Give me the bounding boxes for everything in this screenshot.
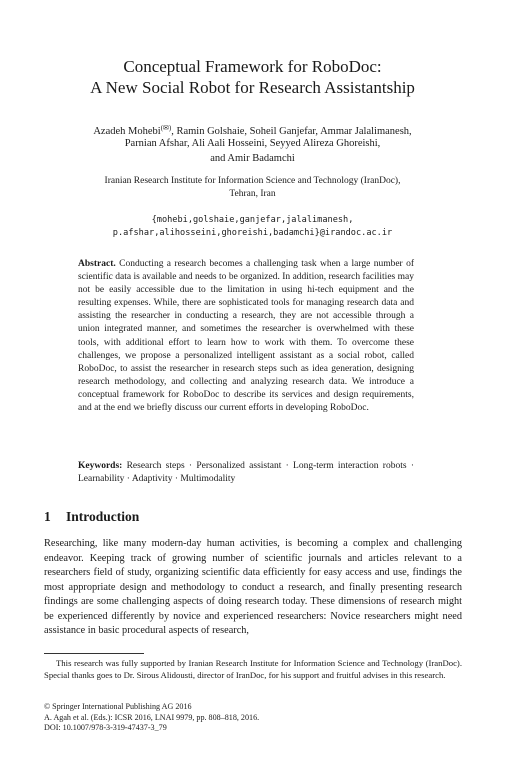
corresponding-author: Azadeh Mohebi <box>93 126 161 137</box>
footnote-divider <box>44 653 144 654</box>
author-list-line-3: and Amir Badamchi <box>210 153 295 164</box>
paper-title-line-2: A New Social Robot for Research Assistantship <box>90 78 415 97</box>
copyright-block <box>44 702 462 734</box>
abstract-label: Abstract. <box>78 259 116 269</box>
abstract-text: Conducting a research becomes a challenging task when a large number of scientific data is available and needs to be organized. In addition, research facilities may not be easily accessible due to the limitation in using hi-tech equipment and the resulting expenses. While, there are sophisticated tools for managing research data and assisting the researcher in conducting a research, they are not accessible through a union integrated manner, and sometimes the researcher is overwhelmed with these tools, with additional effort to learn how to work with them. To overcome these challenges, we propose a personalized intelligent assistant as a social robot, called RoboDoc, to assist the researcher in research steps such as idea generation, designing research methodology, and collecting and analyzing research data. We introduce a conceptual framework for RoboDoc to describe its services and design requirements, and at the end we briefly discuss our current efforts in developing RoboDoc. <box>78 259 414 414</box>
keywords-label: Keywords: <box>78 461 123 471</box>
doi-line: DOI: 10.1007/978-3-319-47437-3_79 <box>44 723 167 732</box>
author-list-rest: , Ramin Golshaie, Soheil Ganjefar, Ammar Jalalimanesh, <box>171 126 412 137</box>
author-list-line-2: Parnian Afshar, Ali Aali Hosseini, Seyyed Alireza Ghoreishi, <box>124 138 381 149</box>
section-heading <box>44 508 139 526</box>
affiliation-line-2: Tehran, Iran <box>229 189 276 199</box>
section-title: Introduction <box>66 509 140 524</box>
email-line-1: {mohebi,golshaie,ganjefar,jalalimanesh, <box>151 215 354 225</box>
affiliation-line-1: Iranian Research Institute for Information Science and Technology (IranDoc), <box>104 176 401 186</box>
paper-title-line-1: Conceptual Framework for RoboDoc: <box>123 57 382 76</box>
keywords-text: Research steps · Personalized assistant · Long-term interaction robots · Learnability · Adaptivity · Multimodality <box>78 461 414 485</box>
abstract <box>78 258 414 415</box>
footnote: This research was fully supported by Iranian Research Institute for Information Science and Technology (IranDoc). Special thanks goes to Dr. Sirous Alidousti, director of IranDoc, for his support and fruitful advises in this research. <box>44 658 462 680</box>
citation-line: A. Agah et al. (Eds.): ICSR 2016, LNAI 9979, pp. 808–818, 2016. <box>44 712 260 722</box>
envelope-icon: (✉) <box>160 124 172 132</box>
section-number: 1 <box>44 509 51 524</box>
copyright-line: © Springer International Publishing AG 2016 <box>44 702 192 711</box>
introduction-paragraph: Researching, like many modern-day human activities, is becoming a complex and challenging endeavor. Keeping track of growing number of scientific journals and articles relevant to a researchers field of study, organizing scientific data efficiently for easy access and use, findings the most appropriate design and methodology to conduct a research, and finally presenting research findings are some challenging aspects of doing research today. These dimensions of research might be experienced differently by novice and experienced researchers: Novice researchers might need assistance in basic procedural aspects of research, <box>44 538 462 636</box>
email-line-2: p.afshar,alihosseini,ghoreishi,badamchi}@irandoc.ac.ir <box>112 228 393 238</box>
keywords <box>78 460 414 486</box>
